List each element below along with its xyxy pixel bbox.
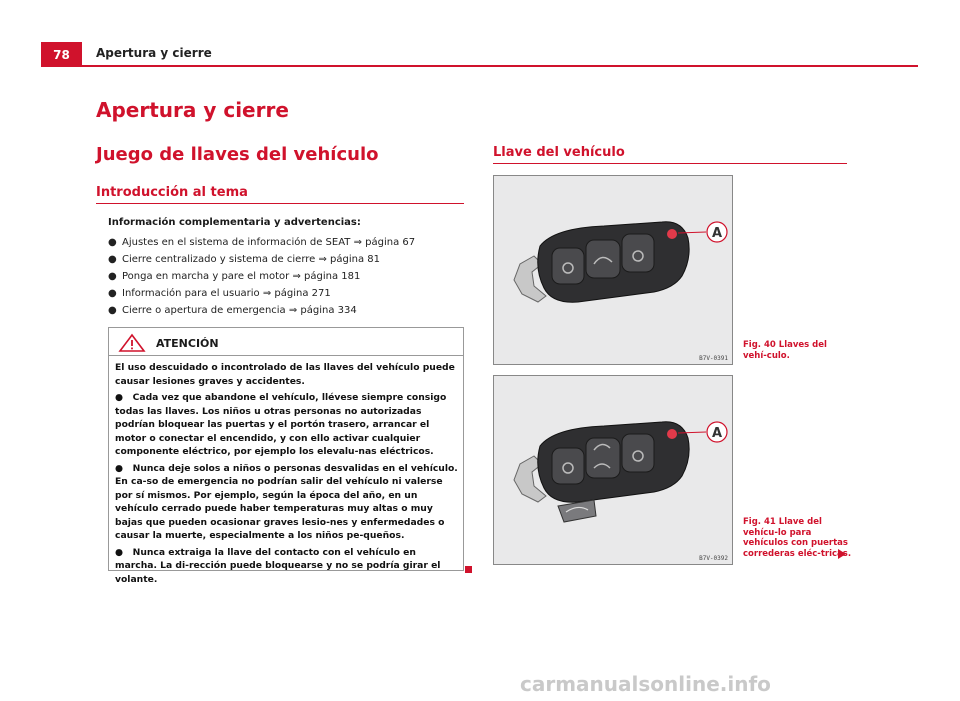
list-item: ● Cierre centralizado y sistema de cierre ⇒ página 81: [108, 254, 381, 265]
chapter-title: Apertura y cierre: [96, 98, 289, 122]
figure-40-frame: [493, 175, 733, 365]
list-item-text[interactable]: Ponga en marcha y pare el motor ⇒ página 181: [122, 271, 361, 282]
car-key-sliding-door-illustration: [494, 376, 732, 564]
subsection-title: Introducción al tema: [96, 185, 248, 200]
warning-point: ● Cada vez que abandone el vehículo, llévese siempre consigo todas las llaves. Los niños u otras personas no autorizadas podrían bloquear las puertas y el portón trasero, arrancar el motor o conectar el encendido, y con ello activar cualquier componente eléctrico, por ejemplo los elevalu-nas eléctricos.: [115, 392, 447, 457]
figure-code: B7V-0392: [699, 555, 728, 562]
warning-body: [115, 361, 460, 589]
warning-point: ● Nunca extraiga la llave del contacto con el vehículo en marcha. La di-rección puede bloquearse y no se podría girar el volante.: [115, 546, 441, 585]
continue-arrow-icon[interactable]: [838, 549, 846, 559]
warning-title: ATENCIÓN: [156, 337, 219, 350]
figure-41-frame: [493, 375, 733, 565]
figure-code: B7V-0391: [699, 355, 728, 362]
figure-41-caption: Fig. 41 Llave del vehícu-lo para vehículos con puertas correderas eléc-tricas.: [743, 517, 852, 559]
list-item-text[interactable]: Cierre o apertura de emergencia ⇒ página 334: [122, 305, 357, 316]
subsection-rule: [96, 203, 464, 204]
footer-watermark: carmanualsonline.info: [520, 672, 771, 696]
page-number: 78: [53, 47, 70, 62]
list-item-text[interactable]: Cierre centralizado y sistema de cierre ⇒ página 81: [122, 254, 381, 265]
section-title: Juego de llaves del vehículo: [96, 144, 379, 165]
running-header-title: Apertura y cierre: [96, 46, 212, 60]
warning-triangle-icon: [118, 333, 146, 353]
callout-label: A: [711, 426, 723, 441]
list-item: ● Cierre o apertura de emergencia ⇒ página 334: [108, 305, 357, 316]
list-item: ● Información para el usuario ⇒ página 271: [108, 288, 331, 299]
header-rule: [82, 65, 918, 67]
warning-point: ● Nunca deje solos a niños o personas desvalidas en el vehículo. En ca-so de emergencia no podrían salir del vehículo ni valerse por sí mismos. Por ejemplo, según la época del año, en un vehículo cerrado puede haber temperaturas muy altas o muy bajas que pueden ocasionar graves lesio-nes y enfermedades o causar la muerte, especialmente a los niños pe-queños.: [115, 462, 458, 541]
figure-40-caption: Fig. 40 Llaves del vehí-culo.: [743, 340, 827, 361]
callout-label: A: [711, 226, 723, 241]
list-item: ● Ajustes en el sistema de información de SEAT ⇒ página 67: [108, 237, 416, 248]
section-end-marker: [465, 566, 472, 573]
right-section-rule: [493, 163, 847, 164]
car-key-illustration: [494, 176, 732, 364]
warning-intro: El uso descuidado o incontrolado de las llaves del vehículo puede causar lesiones graves y accidentes.: [115, 362, 455, 387]
list-item-text[interactable]: Ajustes en el sistema de información de SEAT ⇒ página 67: [122, 237, 416, 248]
list-item-text[interactable]: Información para el usuario ⇒ página 271: [122, 288, 331, 299]
right-section-title: Llave del vehículo: [493, 145, 625, 160]
info-label: Información complementaria y advertencias:: [108, 217, 361, 228]
list-item: ● Ponga en marcha y pare el motor ⇒ página 181: [108, 271, 361, 282]
